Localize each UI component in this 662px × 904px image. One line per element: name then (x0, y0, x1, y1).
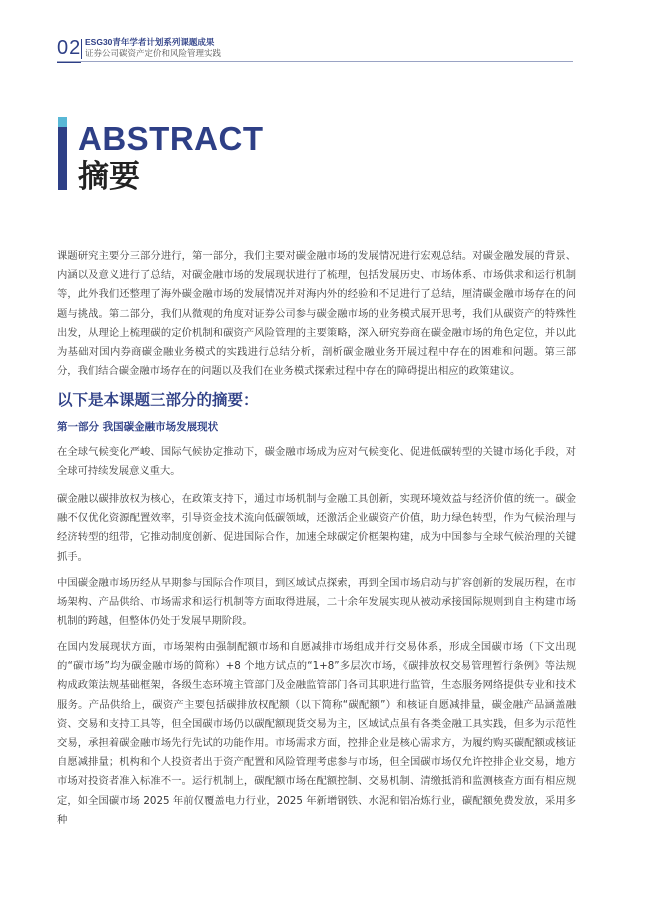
title-accent-bar-highlight (58, 117, 67, 127)
part1-paragraph: 碳金融以碳排放权为核心，在政策支持下，通过市场机制与金融工具创新，实现环境效益与经济价值的统一。碳金融不仅优化资源配置效率，引导资金技术流向低碳领域，还激活企业碳资产价值，助力绿色转型，作为气候治理与经济转型的纽带，它推动制度创新、促进国际合作，加速全球碳定价框架构建，成为中国参与全球气候治理的关键抓手。 (57, 493, 576, 563)
abstract-title-zh: 摘要 (78, 159, 140, 195)
summary-heading: 以下是本课题三部分的摘要： (57, 391, 259, 409)
series-title: ESG30青年学者计划系列课题成果 (85, 37, 215, 47)
intro-section (57, 247, 576, 381)
report-title: 证券公司碳资产定价和风险管理实践 (85, 49, 222, 59)
part1-paragraph-1-block (57, 443, 576, 481)
part1-paragraph: 在全球气候变化严峻、国际气候协定推动下，碳金融市场成为应对气候变化、促进低碳转型的关键市场化手段，对全球可持续发展意义重大。 (57, 446, 576, 478)
page-number: 02 (57, 37, 82, 59)
part1-paragraph-3-block (57, 574, 576, 632)
header-divider (81, 39, 82, 59)
part1-heading: 第一部分 我国碳金融市场发展现状 (57, 421, 219, 433)
page-header (57, 36, 573, 62)
header-rule (57, 61, 573, 62)
part1-paragraph-4-block (57, 638, 576, 830)
title-accent-bar (58, 117, 67, 190)
part1-paragraph: 在国内发展现状方面，市场架构由强制配额市场和自愿减排市场组成并行交易体系，形成全国碳市场（下文出现的“碳市场”均为碳金融市场的简称）+8 个地方试点的“1+8”多层次市场，《碳排放权交易管理暂行条例》等法规构成政策法规基础框架，各级生态环境主管部门及金融监管部门各司其职进行监管，生态服务网络提供专业和技术服务。产品供给上，碳资产主要包括碳排放权配额（以下简称“碳配额”）和核证自愿减排量，碳金融产品涵盖融资、交易和支持工具等，但全国碳市场仍以碳配额现货交易为主，区域试点虽有各类金融工具实践，但多为示范性交易，承担着碳金融市场先行先试的功能作用。市场需求方面，控排企业是核心需求方，为履约购买碳配额或核证自愿减排量；机构和个人投资者出于资产配置和风险管理考虑参与市场，但全国碳市场仅允许控排企业交易，地方市场对投资者准入标准不一。运行机制上，碳配额市场在配额控制、交易机制、清缴抵消和监测核查方面有相应规定，如全国碳市场 2025 年前仅覆盖电力行业，2025 年新增钢铁、水泥和铝冶炼行业，碳配额免费发放，采用多种 (57, 641, 576, 826)
part1-paragraph-2-block (57, 490, 576, 567)
intro-paragraph: 课题研究主要分三部分进行，第一部分，我们主要对碳金融市场的发展情况进行宏观总结。对碳金融发展的背景、内涵以及意义进行了总结，对碳金融市场的发展现状进行了梳理，包括发展历史、市场体系、市场供求和运行机制等，此外我们还整理了海外碳金融市场的发展情况并对海内外的经验和不足进行了总结，厘清碳金融市场存在的问题与挑战。第二部分，我们从微观的角度对证券公司参与碳金融市场的业务模式展开思考，我们从碳资产的特殊性出发，从理论上梳理碳的定价机制和碳资产风险管理的主要策略，深入研究券商在碳金融市场的角色定位，并以此为基础对国内券商碳金融业务模式的实践进行总结分析，剖析碳金融业务开展过程中存在的困难和问题。第三部分，我们结合碳金融市场存在的问题以及我们在业务模式探索过程中存在的障碍提出相应的政策建议。 (57, 250, 576, 378)
part1-paragraph: 中国碳金融市场历经从早期参与国际合作项目，到区域试点探索，再到全国市场启动与扩容创新的发展历程，在市场架构、产品供给、市场需求和运行机制等方面取得进展，二十余年发展实现从被动承接国际规则到自主构建市场机制的跨越，但整体仍处于发展早期阶段。 (57, 577, 576, 628)
abstract-title-en: ABSTRACT (78, 120, 264, 157)
